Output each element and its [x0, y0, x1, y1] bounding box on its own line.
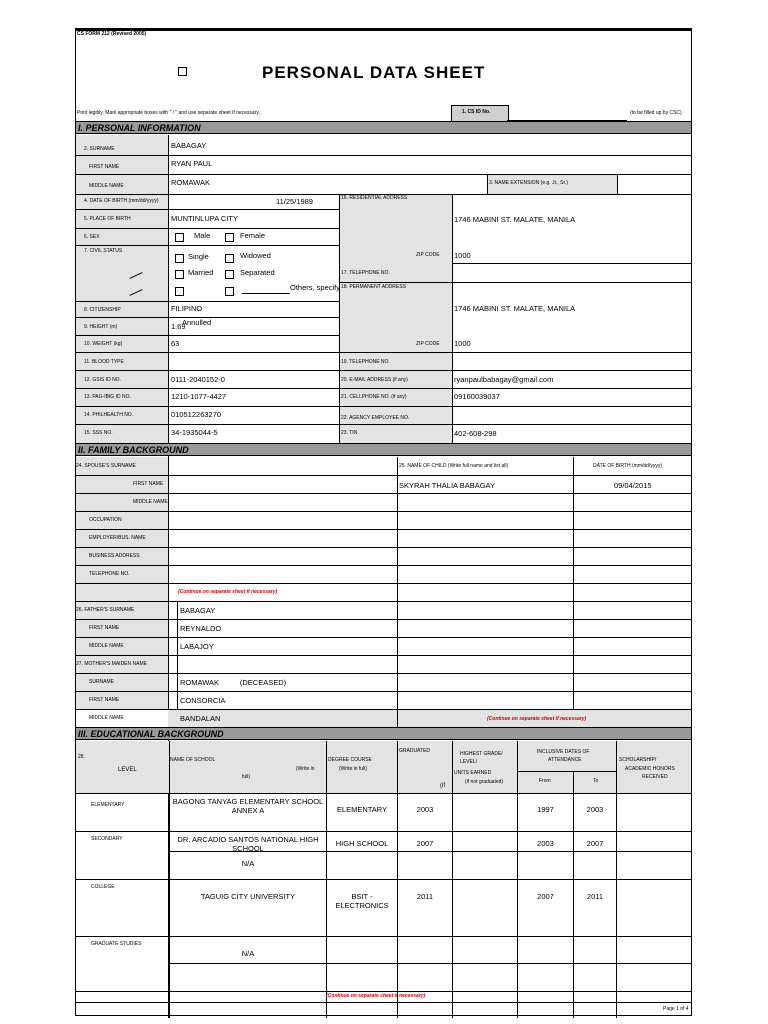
mother-continue-bg: [168, 709, 691, 727]
family-row-line: [76, 475, 691, 476]
first-name-label: FIRST NAME: [89, 164, 120, 170]
father-first-value[interactable]: REYNALDO: [180, 624, 222, 633]
height-label: 9. HEIGHT (m): [84, 324, 118, 330]
cs-id-label-cell: [451, 105, 509, 122]
section-education-title: III. EDUCATIONAL BACKGROUND: [76, 727, 691, 740]
pob-value[interactable]: MUNTINLUPA CITY: [171, 214, 238, 223]
edu-col-dates2: ATTENDANCE: [548, 757, 582, 763]
instructions: Print legibly. Mark appropriate boxes with " / " and use separate sheet if necessary.: [77, 110, 260, 116]
perm-address-value[interactable]: 1746 MABINI ST. MALATE, MANILA: [454, 304, 576, 313]
edu-col-grade: HIGHEST GRADE/: [460, 751, 503, 757]
father-first-label: FIRST NAME: [89, 625, 120, 631]
perm-zip-value[interactable]: 1000: [454, 339, 471, 348]
edu-row-from[interactable]: 1997: [537, 805, 554, 814]
edu-col-to: To: [593, 778, 599, 784]
page-number: Page 1 of 4: [663, 1006, 689, 1012]
separated-label: Separated: [240, 268, 275, 277]
widowed-label: Widowed: [240, 251, 271, 260]
section-personal-title: I. PERSONAL INFORMATION: [76, 121, 691, 134]
res-address-label: 16. RESIDENTIAL ADDRESS: [341, 195, 408, 201]
pagibig-value[interactable]: 1210-1077-4427: [171, 392, 227, 401]
edu-row-line: [76, 831, 691, 832]
edu-row-degree[interactable]: BSIT -: [351, 892, 373, 901]
edu-col-dates: INCLUSIVE DATES OF: [537, 749, 590, 755]
edu-col-num: 28.: [78, 754, 85, 760]
occupation-label: OCCUPATION: [89, 517, 122, 523]
telephone2-label: 19. TELEPHONE NO.: [341, 359, 390, 365]
edu-col-degree: DEGREE COURSE: [328, 757, 372, 763]
family-row-line: [76, 709, 691, 710]
family-row-line: [76, 511, 691, 512]
weight-value[interactable]: 63: [171, 339, 180, 348]
perm-zip-label: ZIP CODE: [416, 341, 440, 347]
edu-row-graduated[interactable]: 2007: [416, 839, 434, 848]
mother-continue-note: (Continue on separate sheet if necessary): [487, 716, 587, 722]
father-middle-label: MIDDLE NAME: [89, 643, 124, 649]
sss-label: 15. SSS NO.: [84, 430, 113, 436]
form-id: CS FORM 212 (Revised 2005): [77, 31, 147, 37]
sss-value[interactable]: 34-1935044-5: [171, 428, 218, 437]
cellphone-value[interactable]: 09160039037: [454, 392, 500, 401]
middle-name-value[interactable]: ROMAWAK: [171, 178, 211, 187]
telephone-label: 17. TELEPHONE NO.: [341, 270, 390, 276]
family-row-line: [76, 601, 691, 602]
mother-middle-label: MIDDLE NAME: [89, 715, 124, 721]
child-name-label: 25. NAME OF CHILD (Write full name and list all): [399, 463, 509, 469]
edu-col-honors3: RECEIVED: [642, 774, 668, 780]
header-checkbox[interactable]: [178, 67, 187, 76]
edu-col-school3: full): [242, 774, 251, 780]
edu-row-degree2[interactable]: ELECTRONICS: [335, 901, 389, 910]
pagibig-label: 13. PAG-IBIG ID NO.: [84, 394, 131, 400]
edu-row-school[interactable]: BAGONG TANYAG ELEMENTARY SCHOOL: [172, 797, 324, 806]
edu-row-to[interactable]: 2007: [586, 839, 604, 848]
edu-col-honors: SCHOLARSHIP/: [619, 757, 657, 763]
female-label: Female: [240, 231, 266, 240]
edu-col-honors2: ACADEMIC HONORS: [625, 766, 675, 772]
married-label: Married: [188, 268, 214, 277]
family-row-line: [76, 619, 691, 620]
edu-row-school2[interactable]: SCHOOL: [232, 844, 264, 853]
perm-address-label: 18. PERMANENT ADDRESS: [341, 284, 406, 290]
edu-row-degree[interactable]: ELEMENTARY: [336, 805, 388, 814]
edu-row-from[interactable]: 2003: [537, 839, 554, 848]
res-zip-value[interactable]: 1000: [454, 251, 471, 260]
female-checkbox[interactable]: [225, 233, 234, 242]
page-title: PERSONAL DATA SHEET: [262, 63, 486, 82]
citizenship-value[interactable]: FILIPINO: [171, 304, 203, 313]
edu-row-degree[interactable]: HIGH SCHOOL: [335, 839, 389, 848]
father-middle-value[interactable]: LABAJOY: [180, 642, 214, 651]
cs-id-label: 1. CS ID No.: [462, 109, 491, 115]
edu-row-school[interactable]: N/A: [241, 949, 255, 958]
civil-status-label: 7. CIVIL STATUS: [84, 248, 123, 254]
family-row-line: [76, 493, 691, 494]
edu-row-level: GRADUATE STUDIES: [91, 941, 142, 947]
section-family-title: II. FAMILY BACKGROUND: [76, 443, 691, 456]
edu-row-level: ELEMENTARY: [91, 802, 125, 808]
res-address-value[interactable]: 1746 MABINI ST. MALATE, MANILA: [454, 215, 576, 224]
edu-row-line: [169, 851, 691, 852]
father-surname-value[interactable]: BABAGAY: [180, 606, 216, 615]
family-row-line: [76, 637, 691, 638]
child-dob-value[interactable]: 09/04/2015: [614, 481, 652, 490]
male-label: Male: [194, 231, 211, 240]
philhealth-value[interactable]: 010512263270: [171, 410, 222, 419]
edu-row-level: SECONDARY: [91, 836, 123, 842]
edu-row-line: [169, 963, 691, 964]
family-row-line: [76, 547, 691, 548]
annulled-label: Annulled: [182, 318, 212, 327]
surname-label: 2. SURNAME: [84, 146, 115, 152]
pob-label: 5. PLACE OF BIRTH: [84, 216, 131, 222]
business-address-label: BUSINESS ADDRESS: [89, 553, 140, 559]
citizenship-label: 8. CITIZENSHIP: [84, 307, 121, 313]
middle-name-label: MIDDLE NAME: [89, 183, 124, 189]
father-label: 26. FATHER'S SURNAME: [76, 607, 135, 613]
family-row-line: [76, 583, 691, 584]
family-row-line: [76, 673, 691, 674]
edu-row-graduated[interactable]: 2003: [416, 805, 434, 814]
edu-row-school[interactable]: DR. ARCADIO SANTOS NATIONAL HIGH: [177, 835, 319, 844]
edu-continue-note: (Continue on separate sheet if necessary): [326, 993, 426, 999]
tin-value[interactable]: 402-608-298: [454, 429, 497, 438]
employer-label: EMPLOYER/BUS. NAME: [89, 535, 146, 541]
family-row-line: [76, 565, 691, 566]
edu-row-graduated[interactable]: 2011: [416, 892, 434, 901]
edu-col-degree2: (Write in full): [339, 766, 367, 772]
edu-row-level: COLLEGE: [91, 884, 115, 890]
sex-label: 6. SEX: [84, 234, 100, 240]
edu-col-grade3: UNITS EARNED: [454, 770, 492, 776]
family-continue-note: (Continue on separate sheet if necessary): [178, 589, 278, 595]
agency-no-label: 22. AGENCY EMPLOYEE NO.: [341, 415, 410, 421]
csc-note: (to be filled up by CSC): [630, 110, 682, 116]
spouse-telephone-label: TELEPHONE NO.: [89, 571, 130, 577]
mother-label: 27. MOTHER'S MAIDEN NAME: [76, 661, 147, 667]
personal-data-sheet-form: [75, 28, 692, 1016]
edu-row-to[interactable]: 2011: [586, 892, 604, 901]
mother-middle-value[interactable]: BANDALAN: [180, 714, 221, 723]
married-checkbox[interactable]: [175, 270, 184, 279]
philhealth-label: 14. PHILHEALTH NO.: [84, 412, 134, 418]
gsis-value[interactable]: 0111-2040152-0: [171, 375, 225, 384]
edu-row-school2[interactable]: ANNEX A: [231, 806, 265, 815]
single-checkbox[interactable]: [175, 254, 184, 263]
mother-surname-label: SURNAME: [89, 679, 115, 685]
others-checkbox[interactable]: [225, 287, 234, 296]
others-label: Others, specify: [290, 283, 341, 292]
dob-value[interactable]: 11/25/1989: [276, 197, 313, 206]
mother-surname-value[interactable]: ROMAWAK (DECEASED): [180, 678, 287, 687]
first-name-value[interactable]: RYAN PAUL: [171, 159, 213, 168]
edu-row-school[interactable]: TAGUIG CITY UNIVERSITY: [200, 892, 296, 901]
email-label: 20. E-MAIL ADDRESS (if any): [341, 377, 408, 383]
name-extension-label: 3. NAME EXTENSION (e.g. Jr., Sr.): [489, 180, 568, 186]
edu-col-from: From: [539, 778, 551, 784]
edu-col-level: LEVEL: [118, 767, 137, 773]
blood-type-label: 11. BLOOD TYPE: [84, 359, 124, 365]
res-zip-label: ZIP CODE: [416, 252, 440, 258]
family-row-line: [76, 529, 691, 530]
edu-row-to[interactable]: 2003: [586, 805, 604, 814]
cellphone-label: 21. CELLPHONE NO. (if any): [341, 394, 407, 400]
spouse-first-label: FIRST NAME: [133, 481, 164, 487]
child-dob-label: DATE OF BIRTH (mm/dd/yyyy): [593, 463, 662, 469]
edu-col-grad: GRADUATED: [399, 748, 431, 754]
edu-col-grad2: (if: [440, 783, 445, 789]
family-row-line: [76, 691, 691, 692]
email-value[interactable]: ryanpaulbabagay@gmail.com: [454, 375, 554, 384]
annulled-checkbox[interactable]: [175, 287, 184, 296]
edu-col-school2: (Write in: [296, 766, 315, 772]
child-name-value[interactable]: SKYRAH THALIA BABAGAY: [399, 481, 496, 490]
edu-col-grade4: (if not graduated): [465, 779, 504, 785]
male-checkbox[interactable]: [175, 233, 184, 242]
edu-row-line: [76, 879, 691, 880]
edu-col-school: NAME OF SCHOOL: [170, 757, 216, 763]
edu-row-from[interactable]: 2007: [537, 892, 554, 901]
mother-first-label: FIRST NAME: [89, 697, 120, 703]
spouse-label: 24. SPOUSE'S SURNAME: [76, 463, 136, 469]
spouse-middle-label: MIDDLE NAME: [133, 499, 168, 505]
edu-row-line: [76, 936, 691, 937]
single-label: Single: [188, 252, 209, 261]
edu-row-school[interactable]: N/A: [241, 859, 255, 868]
mother-first-value[interactable]: CONSORCIA: [180, 696, 226, 705]
edu-col-grade2: LEVEL/: [460, 759, 477, 765]
surname-value[interactable]: BABAGAY: [171, 141, 207, 150]
widowed-checkbox[interactable]: [225, 254, 234, 263]
gsis-label: 12. GSIS ID NO.: [84, 377, 121, 383]
dob-label: 4. DATE OF BIRTH (mm/dd/yyyy): [84, 198, 159, 204]
height-value[interactable]: 1.69: [171, 322, 186, 331]
weight-label: 10. WEIGHT (kg): [84, 341, 123, 347]
separated-checkbox[interactable]: [225, 270, 234, 279]
family-row-line: [76, 655, 691, 656]
tin-label: 23. TIN: [341, 430, 358, 436]
